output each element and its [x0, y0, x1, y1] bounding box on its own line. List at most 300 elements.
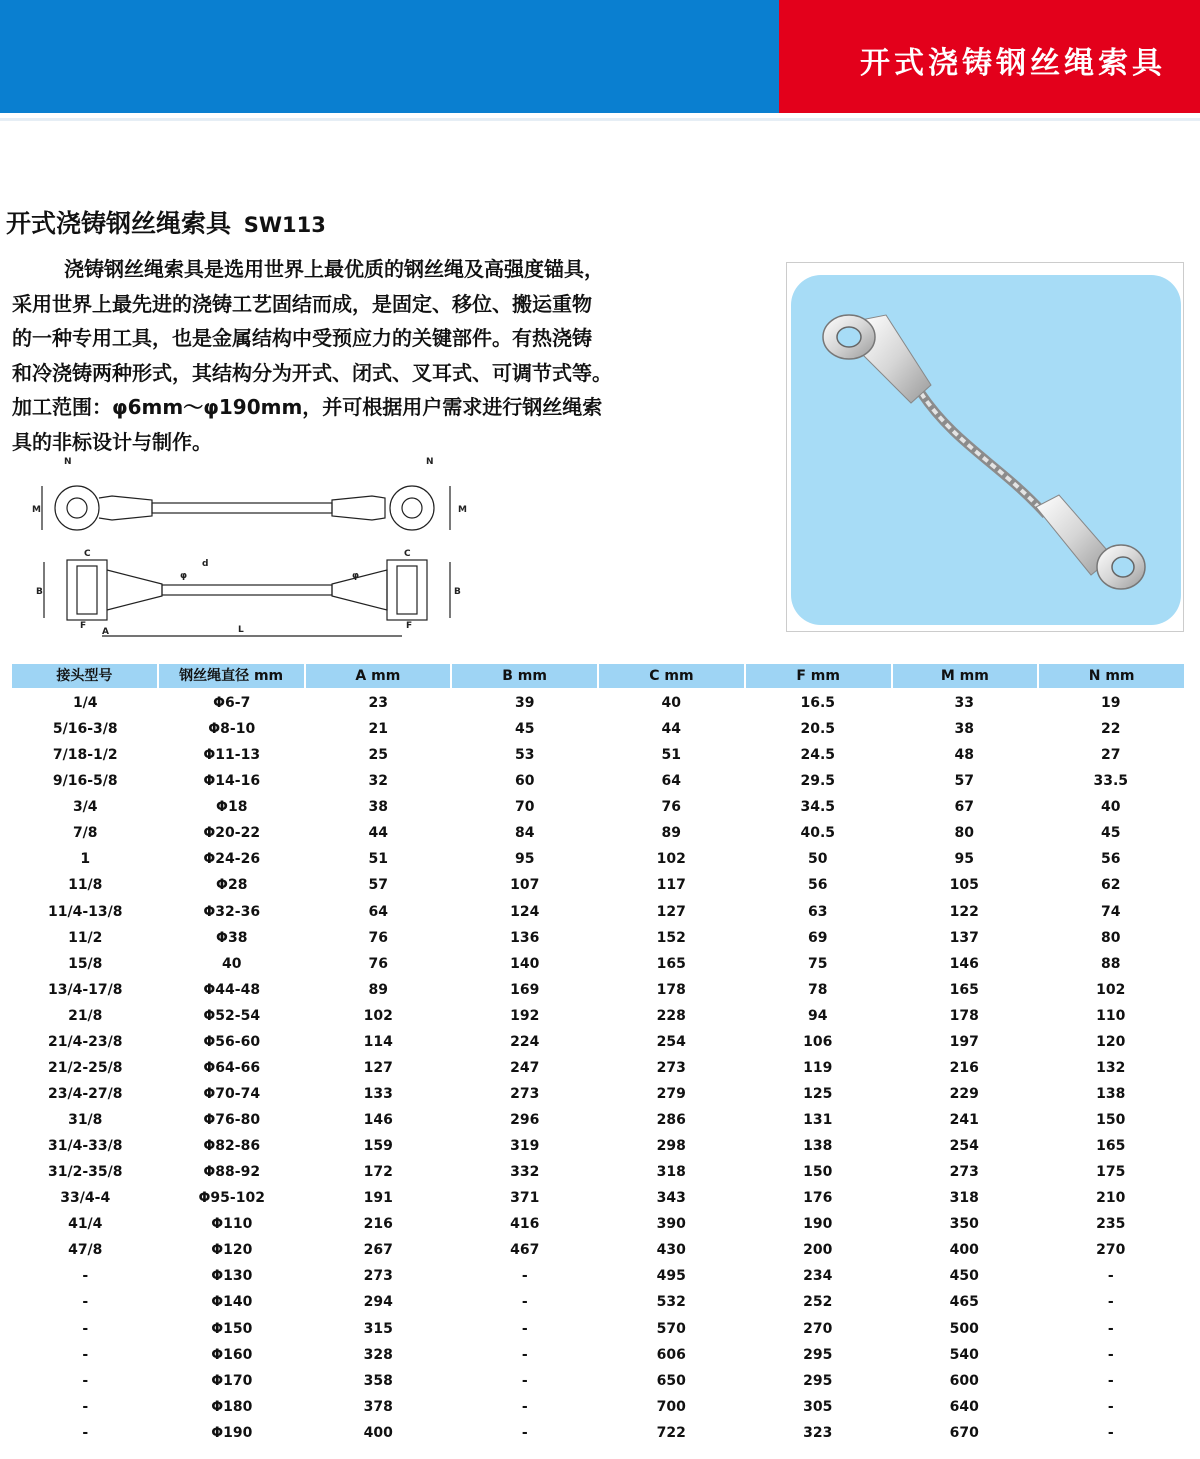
table-cell: Φ18	[216, 799, 248, 816]
table-cell: 19	[1101, 695, 1121, 711]
header-cell-c: C mm	[599, 664, 746, 688]
table-cell: 570	[656, 1320, 686, 1337]
table-cell: 31/4-33/8	[48, 1138, 123, 1155]
table-cell: 273	[510, 1085, 540, 1102]
table-cell: Φ95-102	[198, 1190, 265, 1207]
table-cell: 254	[656, 1033, 686, 1050]
table-cell: 267	[363, 1242, 393, 1259]
table-cell: 9/16-5/8	[52, 773, 118, 790]
table-cell: -	[82, 1346, 89, 1363]
table-cell: 172	[363, 1164, 393, 1181]
header-cell-a: A mm	[306, 664, 453, 688]
table-cell: 38	[368, 799, 388, 816]
table-cell: 40	[222, 955, 242, 972]
drawing-label-d: d	[202, 559, 209, 569]
table-cell: 70	[515, 799, 535, 816]
table-cell: 465	[949, 1294, 979, 1311]
table-cell: 229	[949, 1085, 979, 1102]
table-row	[12, 1081, 1184, 1107]
table-cell: 48	[954, 747, 974, 764]
drawing-label-a: A	[102, 627, 109, 637]
table-cell: 319	[510, 1138, 540, 1155]
table-cell: Φ64-66	[203, 1059, 261, 1076]
table-cell: Φ76-80	[203, 1112, 261, 1128]
table-cell: 44	[661, 721, 681, 738]
table-cell: 88	[1101, 955, 1121, 972]
table-cell: 1/4	[72, 695, 98, 711]
table-cell: -	[1107, 1320, 1114, 1337]
table-cell: 56	[808, 877, 828, 894]
header-cell-m: M mm	[893, 664, 1040, 688]
table-cell: 178	[949, 1007, 979, 1024]
table-cell: 138	[1096, 1085, 1126, 1102]
table-cell: 532	[656, 1294, 686, 1311]
table-cell: -	[82, 1398, 89, 1415]
table-cell: 430	[656, 1242, 686, 1259]
page-title	[6, 204, 326, 240]
table-cell: 74	[1101, 903, 1121, 920]
header-cell-model: 接头型号	[12, 664, 159, 688]
table-cell: 150	[1096, 1112, 1126, 1128]
table-row	[12, 768, 1184, 794]
table-cell: 44	[368, 825, 388, 842]
table-cell: 400	[949, 1242, 979, 1259]
description-line: 具的非标设计与制作。	[12, 429, 212, 454]
table-cell: 62	[1101, 877, 1121, 894]
table-row	[12, 1237, 1184, 1263]
table-cell: 102	[656, 851, 686, 868]
table-cell: 27	[1101, 747, 1121, 764]
table-cell: 89	[368, 981, 388, 998]
table-cell: 57	[368, 877, 388, 894]
table-cell: 20.5	[800, 721, 836, 738]
table-cell: 60	[515, 773, 535, 790]
table-row	[12, 820, 1184, 846]
table-cell: 146	[949, 955, 979, 972]
product-photo	[791, 275, 1181, 625]
table-cell: 120	[1096, 1033, 1126, 1050]
table-cell: 106	[803, 1033, 833, 1050]
table-cell: 323	[803, 1424, 833, 1441]
table-cell: Φ140	[211, 1294, 253, 1311]
table-cell: 254	[949, 1138, 979, 1155]
table-cell: -	[82, 1372, 89, 1389]
table-cell: 24.5	[800, 747, 836, 764]
table-cell: 3/4	[72, 799, 98, 816]
product-title: 开式浇铸钢丝绳索具	[6, 209, 232, 238]
table-row	[12, 1263, 1184, 1289]
table-cell: 7/8	[72, 825, 98, 842]
header-band-title: 开式浇铸钢丝绳索具	[860, 46, 1166, 81]
table-cell: 57	[954, 773, 974, 790]
table-cell: 137	[949, 929, 979, 946]
table-cell: 25	[368, 747, 388, 764]
table-cell: 127	[656, 903, 686, 920]
header-cell-n: N mm	[1088, 668, 1135, 684]
table-cell: 176	[803, 1190, 833, 1207]
table-cell: 95	[515, 851, 535, 868]
table-cell: 122	[949, 903, 979, 920]
table-cell: Φ160	[211, 1346, 253, 1363]
description-line: 加工范围：φ6mm～φ190mm，并可根据用户需求进行钢丝绳索	[12, 395, 603, 419]
table-cell: 270	[1096, 1242, 1126, 1259]
table-cell: 343	[656, 1190, 686, 1207]
table-row	[12, 846, 1184, 872]
table-cell: Φ120	[211, 1242, 253, 1259]
description-line: 的一种专用工具，也是金属结构中受预应力的关键部件。有热浇铸	[12, 326, 592, 350]
table-cell: 41/4	[68, 1216, 103, 1233]
table-cell: 296	[510, 1112, 540, 1128]
table-cell: -	[521, 1320, 528, 1337]
table-row	[12, 1394, 1184, 1420]
table-cell: 117	[656, 877, 686, 894]
table-cell: Φ6-7	[213, 695, 251, 711]
table-cell: 150	[803, 1164, 833, 1181]
table-cell: 165	[1096, 1138, 1126, 1155]
table-cell: -	[1107, 1268, 1114, 1285]
table-cell: 40	[1101, 799, 1121, 816]
table-cell: 31/8	[68, 1112, 103, 1128]
table-cell: Φ14-16	[203, 773, 261, 790]
header-blue-band	[0, 0, 779, 113]
drawing-label-f: F	[406, 621, 413, 631]
table-row	[12, 1420, 1184, 1446]
header-divider	[0, 118, 1200, 121]
drawing-label-b: B	[36, 587, 43, 597]
table-cell: 33.5	[1093, 773, 1129, 790]
table-cell: 318	[656, 1164, 686, 1181]
table-cell: 286	[656, 1112, 686, 1128]
drawing-label-phi: φ	[352, 571, 360, 581]
drawing-label-f: F	[80, 621, 87, 631]
table-cell: 640	[949, 1398, 979, 1415]
table-cell: 467	[510, 1242, 540, 1259]
table-cell: 332	[510, 1164, 540, 1181]
drawing-label-b: B	[454, 587, 461, 597]
table-cell: 64	[368, 903, 388, 920]
description-line: 和冷浇铸两种形式，其结构分为开式、闭式、叉耳式、可调节式等。	[12, 360, 612, 385]
table-cell: 169	[510, 981, 540, 998]
table-cell: 127	[363, 1059, 393, 1076]
description-line: 浇铸钢丝绳索具是选用世界上最优质的钢丝绳及高强度锚具，	[64, 257, 604, 281]
table-cell: -	[1107, 1398, 1114, 1415]
table-cell: 13/4-17/8	[48, 981, 123, 998]
table-cell: 29.5	[800, 773, 836, 790]
table-cell: -	[1107, 1294, 1114, 1311]
table-cell: 228	[656, 1007, 686, 1024]
table-row	[12, 716, 1184, 742]
table-cell: 7/18-1/2	[52, 747, 118, 764]
table-cell: 21/2-25/8	[48, 1059, 123, 1076]
table-cell: 279	[656, 1085, 686, 1102]
table-cell: -	[521, 1372, 528, 1389]
table-cell: 63	[808, 903, 828, 920]
table-cell: 270	[803, 1320, 833, 1337]
spec-table-header	[12, 664, 1184, 688]
table-cell: 5/16-3/8	[52, 721, 118, 738]
table-cell: 192	[510, 1007, 540, 1024]
table-row	[12, 690, 1184, 716]
table-cell: 21/8	[68, 1007, 103, 1024]
table-cell: 1	[80, 851, 91, 868]
table-cell: 140	[510, 955, 540, 972]
table-cell: 600	[949, 1372, 979, 1389]
table-cell: 50	[808, 851, 828, 868]
table-cell: 33/4-4	[60, 1190, 111, 1207]
table-cell: 165	[949, 981, 979, 998]
table-cell: 51	[368, 851, 388, 868]
table-cell: 105	[949, 877, 979, 894]
table-cell: 295	[803, 1372, 833, 1389]
table-cell: 32	[368, 773, 388, 790]
table-cell: 390	[656, 1216, 686, 1233]
table-cell: 210	[1096, 1190, 1126, 1207]
table-cell: Φ82-86	[203, 1138, 261, 1155]
table-cell: 31/2-35/8	[48, 1164, 123, 1181]
table-cell: 450	[949, 1268, 979, 1285]
table-cell: 75	[808, 955, 828, 972]
table-cell: 107	[510, 877, 540, 894]
table-cell: Φ150	[211, 1320, 253, 1337]
table-cell: 358	[363, 1372, 393, 1389]
table-cell: 23	[368, 695, 388, 711]
table-cell: -	[82, 1320, 89, 1337]
table-cell: 650	[656, 1372, 686, 1389]
table-cell: 67	[954, 799, 974, 816]
drawing-label-c: C	[84, 549, 91, 559]
table-cell: 133	[363, 1085, 393, 1102]
table-cell: 197	[949, 1033, 979, 1050]
table-cell: -	[82, 1294, 89, 1311]
table-cell: 216	[363, 1216, 393, 1233]
header-cell-b: B mm	[452, 664, 599, 688]
drawing-label-phi: φ	[180, 571, 188, 581]
table-cell: 84	[515, 825, 535, 842]
table-cell: 69	[808, 929, 828, 946]
table-cell: 11/4-13/8	[48, 903, 123, 920]
table-cell: 700	[656, 1398, 686, 1415]
table-cell: -	[1107, 1424, 1114, 1441]
drawing-label-n: N	[426, 457, 434, 467]
table-cell: 294	[363, 1294, 393, 1311]
table-cell: Φ190	[211, 1424, 253, 1441]
table-cell: 78	[808, 981, 828, 998]
table-row	[12, 899, 1184, 925]
table-cell: Φ170	[211, 1372, 253, 1389]
table-cell: 33	[954, 695, 974, 711]
table-cell: 495	[656, 1268, 686, 1285]
table-cell: 178	[656, 981, 686, 998]
table-cell: 146	[363, 1112, 393, 1128]
table-cell: 175	[1096, 1164, 1126, 1181]
table-cell: 45	[1101, 825, 1121, 842]
table-cell: Φ88-92	[203, 1164, 261, 1181]
table-cell: 247	[510, 1059, 540, 1076]
product-model: SW113	[243, 213, 326, 237]
table-row	[12, 1368, 1184, 1394]
table-cell: 252	[803, 1294, 833, 1311]
table-cell: Φ24-26	[203, 851, 261, 868]
table-cell: 94	[808, 1007, 828, 1024]
table-cell: 51	[661, 747, 681, 764]
table-cell: 315	[363, 1320, 393, 1337]
table-cell: -	[521, 1346, 528, 1363]
table-cell: -	[82, 1424, 89, 1441]
table-cell: 119	[803, 1059, 833, 1076]
table-cell: 540	[949, 1346, 979, 1363]
table-row	[12, 1289, 1184, 1315]
table-cell: 216	[949, 1059, 979, 1076]
table-cell: Φ8-10	[208, 721, 256, 738]
table-cell: 298	[656, 1138, 686, 1155]
table-row	[12, 1185, 1184, 1211]
table-cell: Φ11-13	[203, 747, 261, 764]
table-row	[12, 1055, 1184, 1081]
table-cell: 273	[949, 1164, 979, 1181]
drawing-label-m: M	[32, 505, 41, 515]
table-cell: 152	[656, 929, 686, 946]
table-cell: Φ180	[211, 1398, 253, 1415]
table-cell: 132	[1096, 1059, 1126, 1076]
product-description	[12, 252, 772, 459]
table-cell: 95	[954, 851, 974, 868]
table-cell: -	[1107, 1372, 1114, 1389]
table-cell: Φ130	[211, 1268, 253, 1285]
table-cell: Φ44-48	[203, 981, 261, 998]
table-cell: 76	[661, 799, 681, 816]
table-cell: 102	[1096, 981, 1126, 998]
table-row	[12, 951, 1184, 977]
table-cell: Φ20-22	[203, 825, 261, 842]
table-cell: 80	[954, 825, 974, 842]
drawing-label-l: L	[238, 625, 244, 635]
table-cell: 200	[803, 1242, 833, 1259]
table-cell: 21/4-23/8	[48, 1033, 123, 1050]
table-cell: 328	[363, 1346, 393, 1363]
table-cell: -	[521, 1294, 528, 1311]
table-cell: 102	[363, 1007, 393, 1024]
table-cell: 191	[363, 1190, 393, 1207]
table-cell: 318	[949, 1190, 979, 1207]
table-cell: 110	[1096, 1007, 1126, 1024]
technical-drawing	[22, 448, 482, 648]
table-cell: 40	[661, 695, 681, 711]
table-cell: 136	[510, 929, 540, 946]
table-cell: Φ52-54	[203, 1007, 261, 1024]
drawing-label-n: N	[64, 457, 72, 467]
table-cell: 38	[954, 721, 974, 738]
table-cell: 22	[1101, 721, 1121, 738]
table-cell: 76	[368, 929, 388, 946]
table-cell: 56	[1101, 851, 1121, 868]
table-row	[12, 1003, 1184, 1029]
table-cell: 45	[515, 721, 535, 738]
table-cell: 80	[1101, 929, 1121, 946]
table-cell: 295	[803, 1346, 833, 1363]
table-cell: 305	[803, 1398, 833, 1415]
table-cell: 11/8	[68, 877, 103, 894]
table-cell: Φ70-74	[203, 1085, 261, 1102]
table-row	[12, 1029, 1184, 1055]
table-cell: 400	[363, 1424, 393, 1441]
table-cell: 241	[949, 1112, 979, 1128]
table-cell: 416	[510, 1216, 540, 1233]
table-cell: 224	[510, 1033, 540, 1050]
description-line: 采用世界上最先进的浇铸工艺固结而成，是固定、移位、搬运重物	[12, 291, 592, 316]
spec-table-body	[12, 690, 1184, 1446]
table-cell: Φ28	[216, 877, 248, 894]
table-cell: Φ32-36	[203, 903, 261, 920]
table-cell: Φ110	[211, 1216, 253, 1233]
table-cell: 15/8	[68, 955, 103, 972]
header-cell-rope-diameter: 钢丝绳直径 mm	[159, 664, 306, 688]
drawing-label-m: M	[458, 505, 467, 515]
table-cell: -	[1107, 1346, 1114, 1363]
table-cell: 273	[363, 1268, 393, 1285]
table-cell: 138	[803, 1138, 833, 1155]
product-photo-frame	[786, 262, 1184, 632]
table-cell: 159	[363, 1138, 393, 1155]
drawing-label-c: C	[404, 549, 411, 559]
table-row	[12, 742, 1184, 768]
table-cell: -	[521, 1398, 528, 1415]
table-cell: 114	[363, 1033, 393, 1050]
table-cell: 500	[949, 1320, 979, 1337]
table-cell: 234	[803, 1268, 833, 1285]
table-cell: 16.5	[800, 695, 836, 711]
table-row	[12, 794, 1184, 820]
table-cell: -	[521, 1424, 528, 1441]
table-cell: -	[521, 1268, 528, 1285]
table-cell: Φ38	[216, 929, 248, 946]
table-cell: 76	[368, 955, 388, 972]
table-cell: 190	[803, 1216, 833, 1233]
table-cell: 40.5	[800, 825, 836, 842]
table-row	[12, 1159, 1184, 1185]
table-cell: 53	[515, 747, 535, 764]
table-row	[12, 1133, 1184, 1159]
table-cell: 34.5	[800, 799, 836, 816]
table-cell: 64	[661, 773, 681, 790]
table-cell: 273	[656, 1059, 686, 1076]
table-cell: 378	[363, 1398, 393, 1415]
table-cell: -	[82, 1268, 89, 1285]
table-row	[12, 1107, 1184, 1133]
table-cell: 371	[510, 1190, 540, 1207]
table-cell: 670	[949, 1424, 979, 1441]
table-row	[12, 925, 1184, 951]
table-cell: 47/8	[68, 1242, 103, 1259]
table-cell: 606	[656, 1346, 686, 1363]
table-cell: 39	[515, 695, 535, 711]
table-row	[12, 1342, 1184, 1368]
table-row	[12, 977, 1184, 1003]
table-cell: 165	[656, 955, 686, 972]
table-cell: 722	[656, 1424, 686, 1441]
table-cell: 131	[803, 1112, 833, 1128]
table-cell: 89	[661, 825, 681, 842]
table-row	[12, 1316, 1184, 1342]
table-row	[12, 872, 1184, 898]
table-cell: 125	[803, 1085, 833, 1102]
table-cell: 11/2	[68, 929, 103, 946]
table-cell: 124	[510, 903, 540, 920]
table-row	[12, 1211, 1184, 1237]
table-cell: 23/4-27/8	[48, 1085, 123, 1102]
table-cell: 21	[368, 721, 388, 738]
table-cell: Φ56-60	[203, 1033, 261, 1050]
table-cell: 235	[1096, 1216, 1126, 1233]
